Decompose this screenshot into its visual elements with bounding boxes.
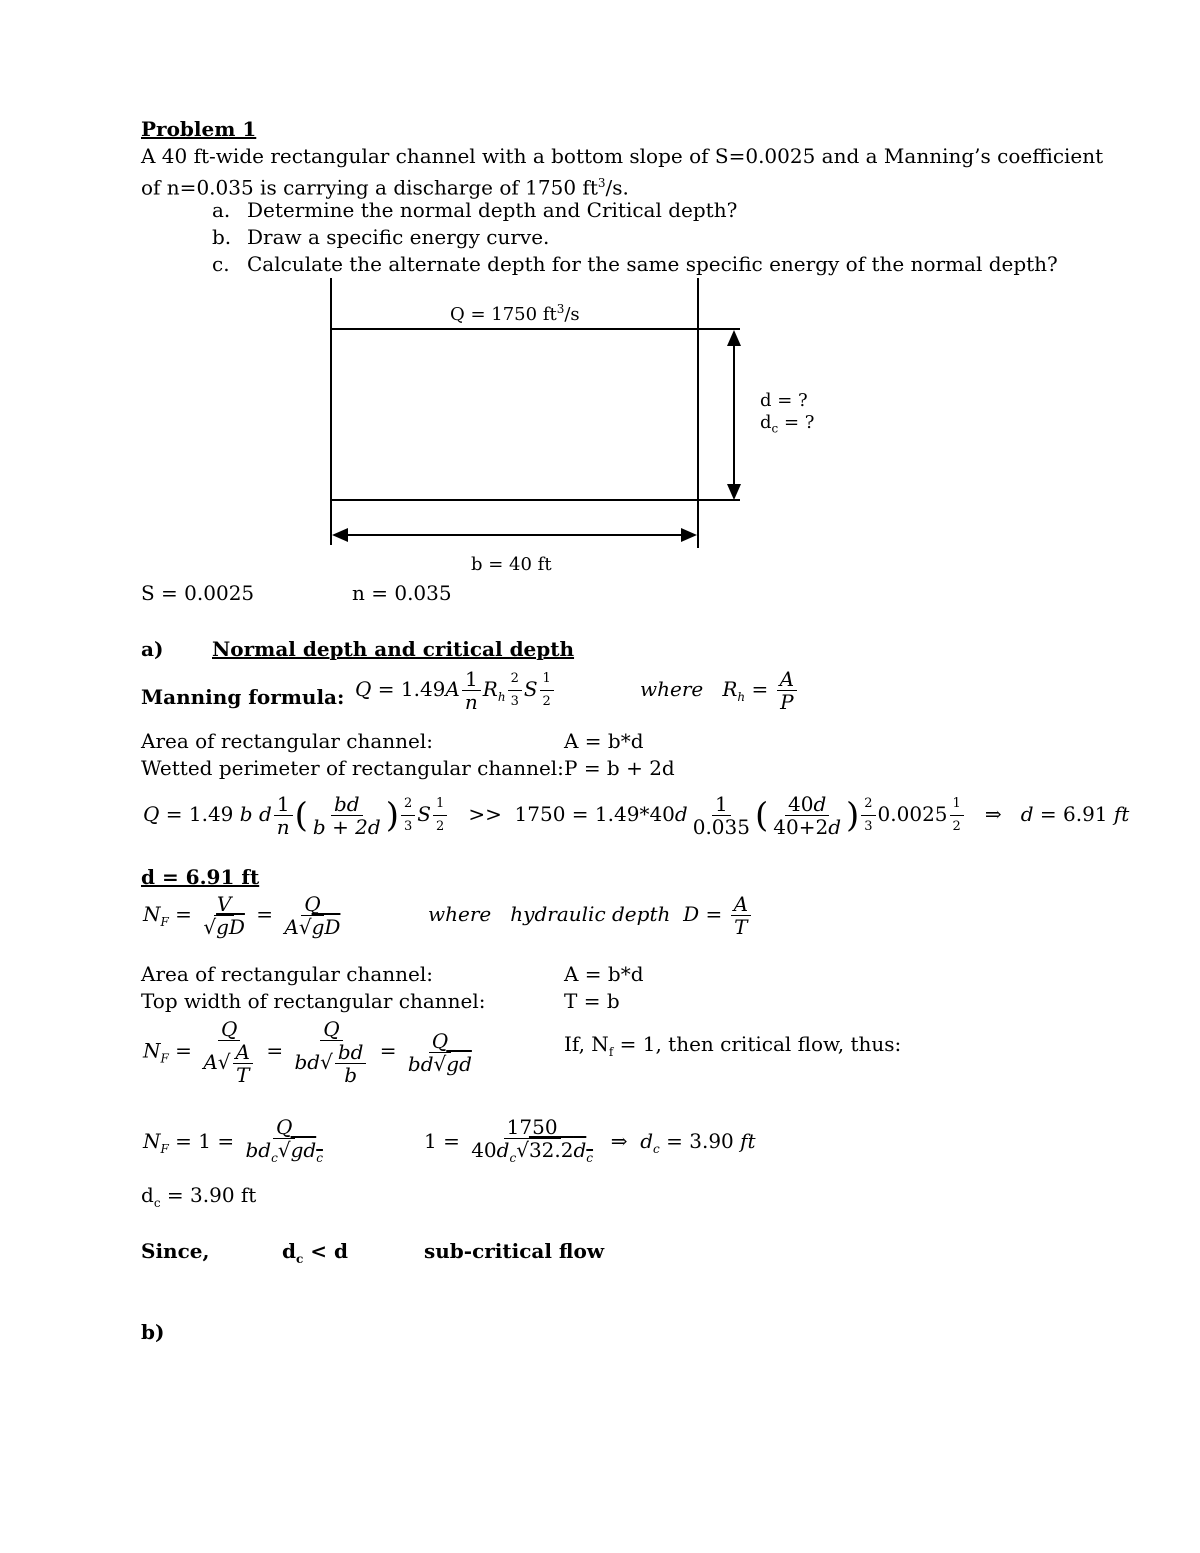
list-item: Calculate the alternate depth for the same specific energy of the normal depth? [247, 252, 1058, 276]
perimeter-label: Wetted perimeter of rectangular channel: [141, 756, 564, 780]
discharge-label: Q = 1750 $ft^3/s$ [450, 302, 580, 325]
topwidth-equation: T = b [564, 989, 620, 1013]
channel-cross-section-figure [0, 0, 1200, 600]
froude-equation: $N_F$ = $\frac{V}{√gD}$ = $\frac{Q}{A√gD}$ [143, 892, 341, 939]
area-label: Area of rectangular channel: [141, 729, 434, 753]
list-item-marker: a. [212, 198, 231, 222]
depth-arrowhead-top [727, 330, 741, 346]
manning-formula-label: Manning formula: [141, 685, 345, 709]
froude-rectangular-equation: $N_F$ = Q A√ $\frac{A}{T}$ = Q bd√ $\frac{bd}{b}$ = $\frac{Q}{bd√gd}$ [143, 1017, 472, 1087]
list-item: Determine the normal depth and Critical depth? [247, 198, 738, 222]
depth-label: d = ? [760, 390, 808, 411]
area-equation-2: A = b*d [564, 962, 644, 986]
part-a-heading: Normal depth and critical depth [212, 637, 575, 661]
problem-statement-line2: of n=0.035 is carrying a discharge of 1750 $ft^3/s$. [141, 175, 629, 200]
slope-given: S = 0.0025 [141, 581, 255, 605]
flow-type: sub-critical flow [424, 1239, 605, 1263]
depth-arrowhead-bottom [727, 484, 741, 500]
area-equation: A = b*d [564, 729, 644, 753]
hydraulic-radius-equation: where $R_h$ = $\frac{A}{P}$ [640, 668, 799, 713]
manning-equation: Q = 1.49A $\frac{1}{n}$ $R_h$ $\frac{2}{3}$ S $\frac{1}{2}$ [355, 668, 556, 713]
area-label-2: Area of rectangular channel: [141, 962, 434, 986]
problem-title: Problem 1 [141, 117, 257, 141]
critical-depth-result: $d_c = 3.90$ ft [141, 1183, 257, 1210]
width-arrowhead-right [681, 528, 697, 542]
list-item-marker: b. [212, 225, 232, 249]
width-arrowhead-left [332, 528, 348, 542]
critical-depth-label: $d_c$ = ? [760, 412, 815, 436]
since-label: Since, [141, 1239, 210, 1263]
depth-comparison: $d_c < d$ [282, 1239, 348, 1266]
normal-depth-equation: Q = 1.49 b d $\frac{1}{n}$ ( $\frac{bd}{b + 2d}$ ) $\frac{2}{3}$ S $\frac{1}{2}$ >> 1750 = 1.49*40d $\frac{1}{0.035}$ ( $\frac{40d}{40+2d}$ ) $\frac{2}{3}$ 0.0025 $\frac{1}{2}$ ⇒ d = 6.91 ft [143, 792, 1130, 839]
critical-depth-solution: 1 = $\frac{1750}{40d_c√32.2d_c}$ ⇒ $d_c = 3.90$ ft [424, 1115, 756, 1165]
part-b-marker: b) [141, 1320, 165, 1344]
perimeter-equation: P = b + 2d [564, 756, 675, 780]
hydraulic-depth-equation: where hydraulic depth D = $\frac{A}{T}$ [428, 893, 753, 938]
width-label: b = 40 ft [471, 554, 552, 575]
roughness-given: n = 0.035 [352, 581, 452, 605]
list-item-marker: c. [212, 252, 230, 276]
list-item: Draw a specific energy curve. [247, 225, 550, 249]
critical-flow-equation: $N_F = 1$ = $\frac{Q}{bd_c√gd_c}$ [143, 1115, 323, 1165]
critical-condition-text: If, $N_f = 1$, then critical flow, thus: [564, 1032, 902, 1059]
normal-depth-result: d = 6.91 ft [141, 865, 260, 889]
problem-statement-line1: A 40 ft-wide rectangular channel with a bottom slope of S=0.0025 and a Manning’s coefficient [141, 144, 1104, 168]
part-a-marker: a) [141, 637, 164, 661]
topwidth-label: Top width of rectangular channel: [141, 989, 486, 1013]
